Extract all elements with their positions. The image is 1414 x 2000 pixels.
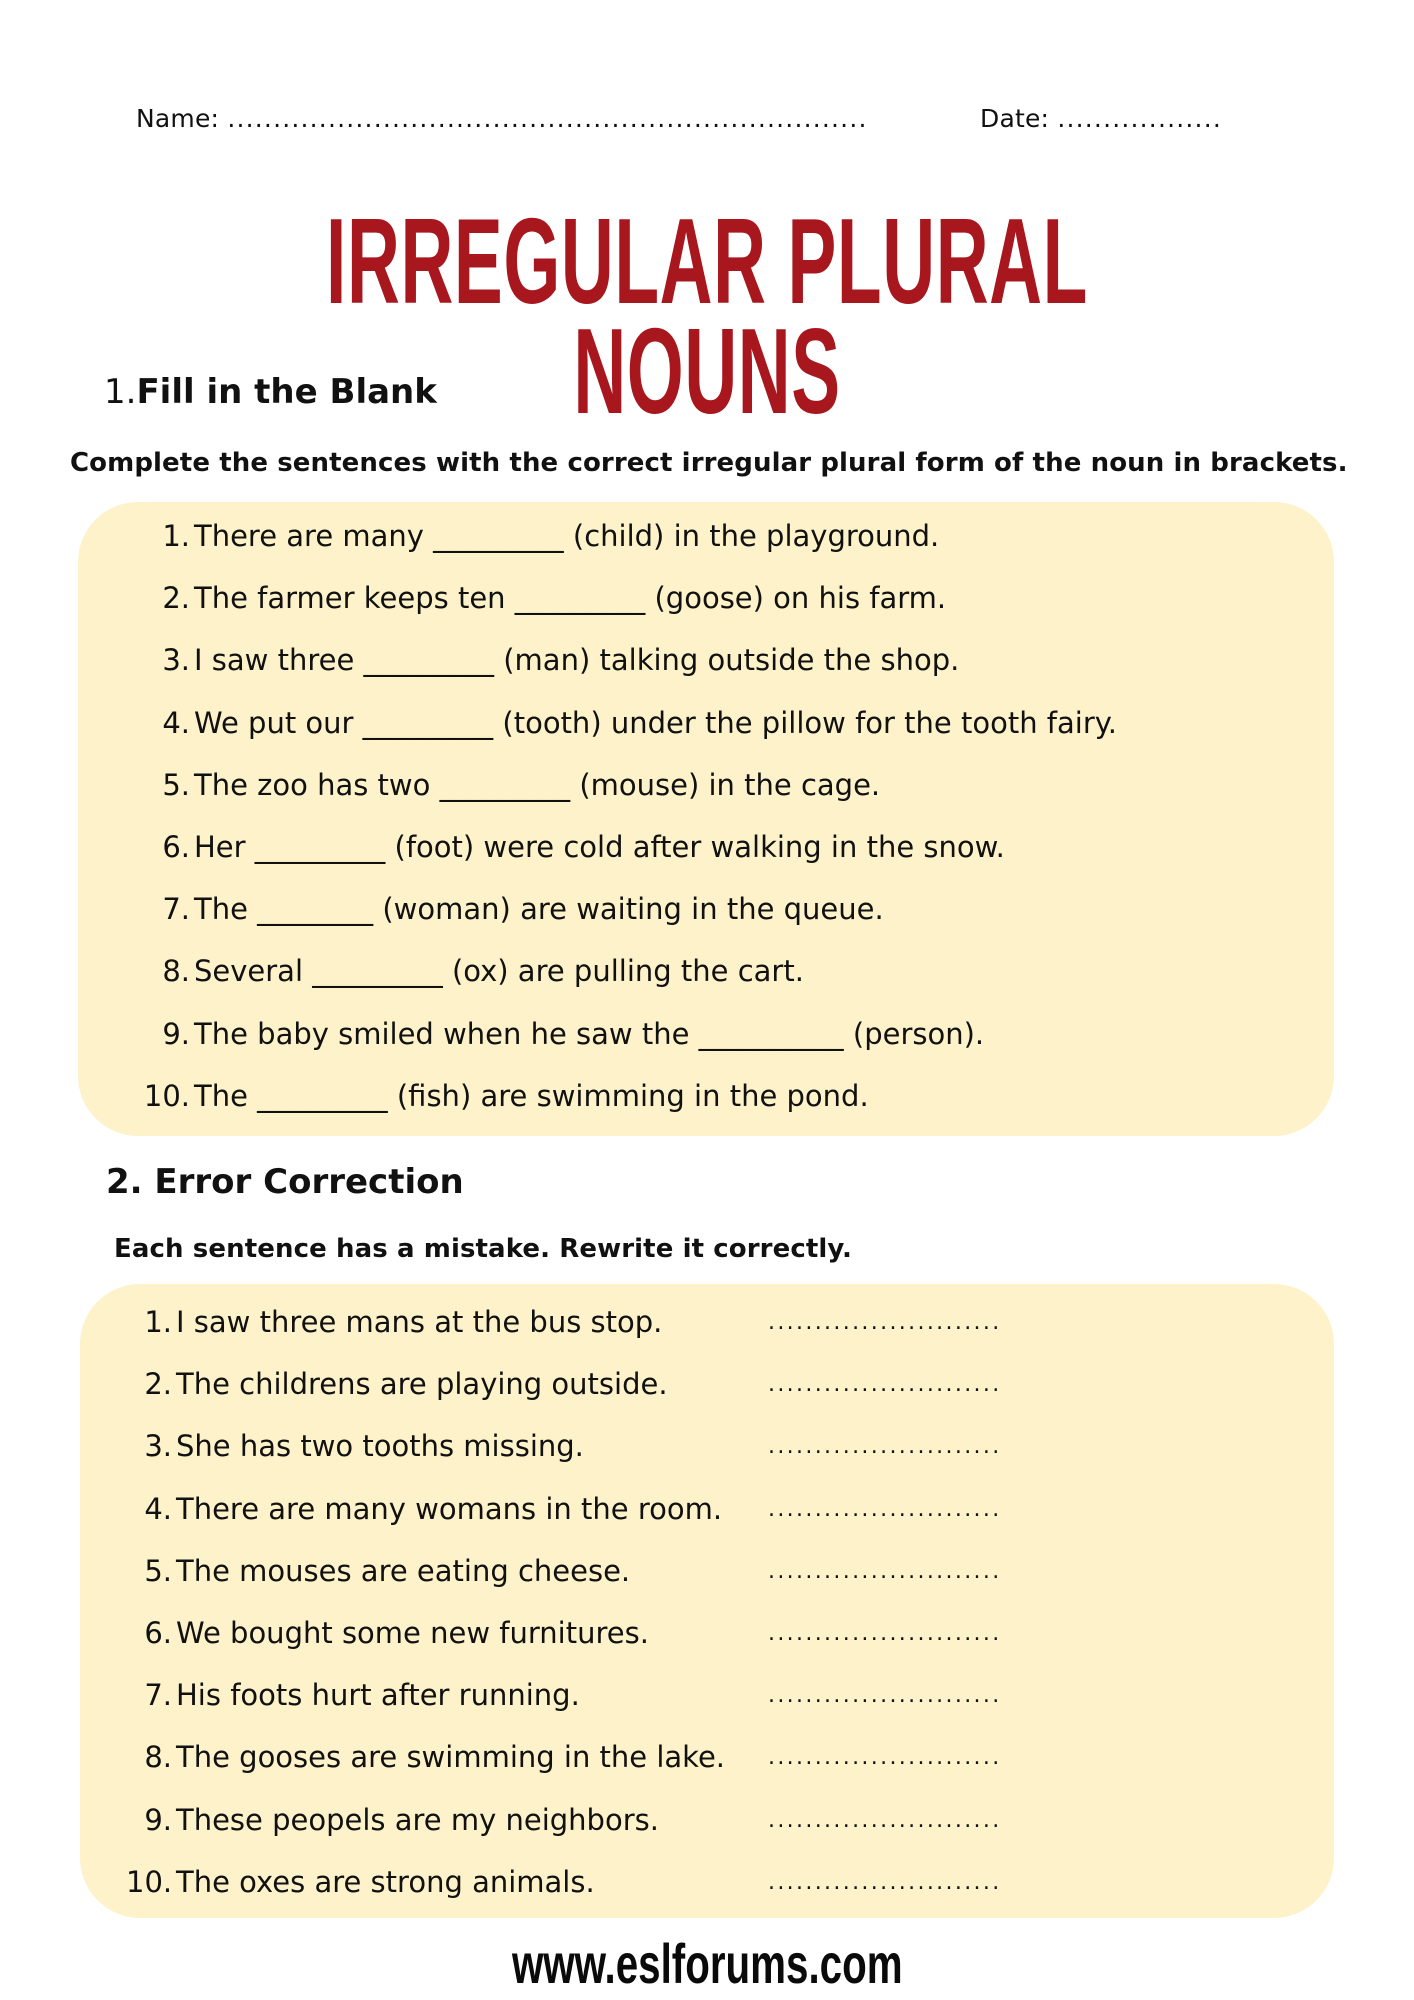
answer-blank[interactable]: ......................... bbox=[768, 1683, 1002, 1709]
fill-blank-item bbox=[140, 518, 939, 554]
footer-container bbox=[0, 1932, 1414, 1995]
item-number: 4. bbox=[162, 705, 190, 740]
fill-blank-item bbox=[140, 767, 880, 803]
answer-blank[interactable]: ......................... bbox=[768, 1621, 1002, 1646]
section2-instruction: Each sentence has a mistake. Rewrite it correctly. bbox=[114, 1234, 853, 1264]
item-sentence: His foots hurt after running. bbox=[176, 1678, 580, 1713]
item-number: 7. bbox=[162, 892, 190, 927]
item-number: 6. bbox=[162, 830, 190, 864]
item-number: 1. bbox=[144, 1305, 172, 1339]
item-sentence[interactable]: I saw three _________ (man) talking outside the shop. bbox=[194, 643, 960, 678]
section1-number: 1. bbox=[104, 372, 137, 412]
fill-blank-item bbox=[140, 953, 804, 989]
item-sentence: She has two tooths missing. bbox=[176, 1429, 584, 1464]
page-title: IRREGULAR PLURAL NOUNS bbox=[326, 193, 1088, 439]
item-sentence: The oxes are strong animals. bbox=[176, 1864, 595, 1899]
item-sentence: I saw three mans at the bus stop. bbox=[176, 1305, 663, 1339]
answer-blank[interactable]: ......................... bbox=[768, 1558, 1002, 1584]
fill-blank-item bbox=[140, 705, 1117, 741]
fill-blank-item bbox=[140, 580, 946, 616]
item-number: 8. bbox=[162, 954, 190, 989]
section1-heading bbox=[104, 372, 437, 412]
answer-blank[interactable]: ......................... bbox=[768, 1807, 1002, 1833]
item-sentence: These peopels are my neighbors. bbox=[176, 1802, 659, 1837]
item-number: 3. bbox=[144, 1429, 172, 1464]
item-sentence: We bought some new furnitures. bbox=[176, 1616, 649, 1650]
section2-title: Error Correction bbox=[154, 1162, 464, 1202]
name-label: Name: bbox=[136, 104, 220, 133]
date-blank[interactable]: .................. bbox=[1057, 104, 1222, 133]
error-correction-item bbox=[126, 1491, 722, 1527]
answer-blank[interactable]: ......................... bbox=[768, 1372, 1002, 1398]
item-sentence: The mouses are eating cheese. bbox=[176, 1553, 631, 1588]
error-correction-item bbox=[126, 1366, 668, 1402]
item-number: 10. bbox=[143, 1078, 190, 1113]
fill-blank-item bbox=[140, 1016, 984, 1052]
error-correction-item bbox=[126, 1553, 630, 1589]
item-number: 4. bbox=[144, 1491, 172, 1526]
error-correction-item bbox=[126, 1864, 595, 1900]
item-number: 3. bbox=[162, 643, 190, 678]
item-number: 6. bbox=[144, 1616, 172, 1650]
item-sentence[interactable]: The ________ (woman) are waiting in the queue. bbox=[194, 892, 884, 927]
error-correction-item bbox=[126, 1428, 584, 1464]
item-number: 7. bbox=[144, 1678, 172, 1713]
item-number: 5. bbox=[144, 1553, 172, 1588]
error-correction-item bbox=[126, 1739, 725, 1775]
error-correction-item bbox=[126, 1304, 662, 1340]
item-sentence[interactable]: We put our _________ (tooth) under the pillow for the tooth fairy. bbox=[194, 705, 1118, 740]
section2-number: 2. bbox=[106, 1162, 143, 1202]
item-sentence: There are many womans in the room. bbox=[176, 1491, 723, 1526]
section1-title: Fill in the Blank bbox=[136, 372, 437, 412]
fill-blank-item bbox=[140, 1078, 869, 1114]
date-label: Date: bbox=[980, 104, 1050, 133]
fill-blank-item bbox=[140, 891, 884, 927]
item-number: 8. bbox=[144, 1740, 172, 1775]
date-field[interactable] bbox=[980, 104, 1222, 133]
answer-blank[interactable]: ......................... bbox=[768, 1434, 1002, 1460]
item-sentence[interactable]: The baby smiled when he saw the __________ (person). bbox=[194, 1016, 985, 1051]
item-sentence[interactable]: Her _________ (foot) were cold after walking in the snow. bbox=[194, 830, 1005, 864]
answer-blank[interactable]: ......................... bbox=[768, 1310, 1002, 1335]
item-number: 1. bbox=[162, 519, 190, 553]
error-correction-item bbox=[126, 1802, 659, 1838]
error-correction-item bbox=[126, 1615, 649, 1651]
item-sentence[interactable]: The zoo has two _________ (mouse) in the cage. bbox=[194, 767, 881, 802]
item-number: 9. bbox=[162, 1016, 190, 1051]
name-blank[interactable]: ...................................................................... bbox=[227, 104, 868, 133]
fill-blank-item bbox=[140, 642, 959, 678]
item-sentence[interactable]: The farmer keeps ten _________ (goose) on his farm. bbox=[194, 581, 947, 616]
item-number: 5. bbox=[162, 767, 190, 802]
answer-blank[interactable]: ......................... bbox=[768, 1745, 1002, 1771]
answer-blank[interactable]: ......................... bbox=[768, 1869, 1002, 1895]
item-number: 10. bbox=[126, 1864, 173, 1899]
item-number: 2. bbox=[162, 581, 190, 616]
fill-blank-item bbox=[140, 829, 1005, 865]
section2-heading bbox=[106, 1162, 464, 1202]
item-number: 9. bbox=[144, 1802, 172, 1837]
answer-blank[interactable]: ......................... bbox=[768, 1496, 1002, 1522]
item-sentence[interactable]: The _________ (fish) are swimming in the pond. bbox=[194, 1078, 869, 1113]
item-sentence[interactable]: Several _________ (ox) are pulling the cart. bbox=[194, 954, 804, 989]
item-sentence: The childrens are playing outside. bbox=[176, 1367, 668, 1402]
name-field[interactable] bbox=[136, 104, 868, 133]
section1-instruction: Complete the sentences with the correct irregular plural form of the noun in brackets. bbox=[70, 448, 1348, 478]
footer-url: www.eslforums.com bbox=[511, 1932, 903, 1995]
item-number: 2. bbox=[144, 1367, 172, 1402]
item-sentence: The gooses are swimming in the lake. bbox=[176, 1740, 726, 1775]
error-correction-item bbox=[126, 1677, 580, 1713]
item-sentence[interactable]: There are many _________ (child) in the playground. bbox=[194, 519, 940, 553]
